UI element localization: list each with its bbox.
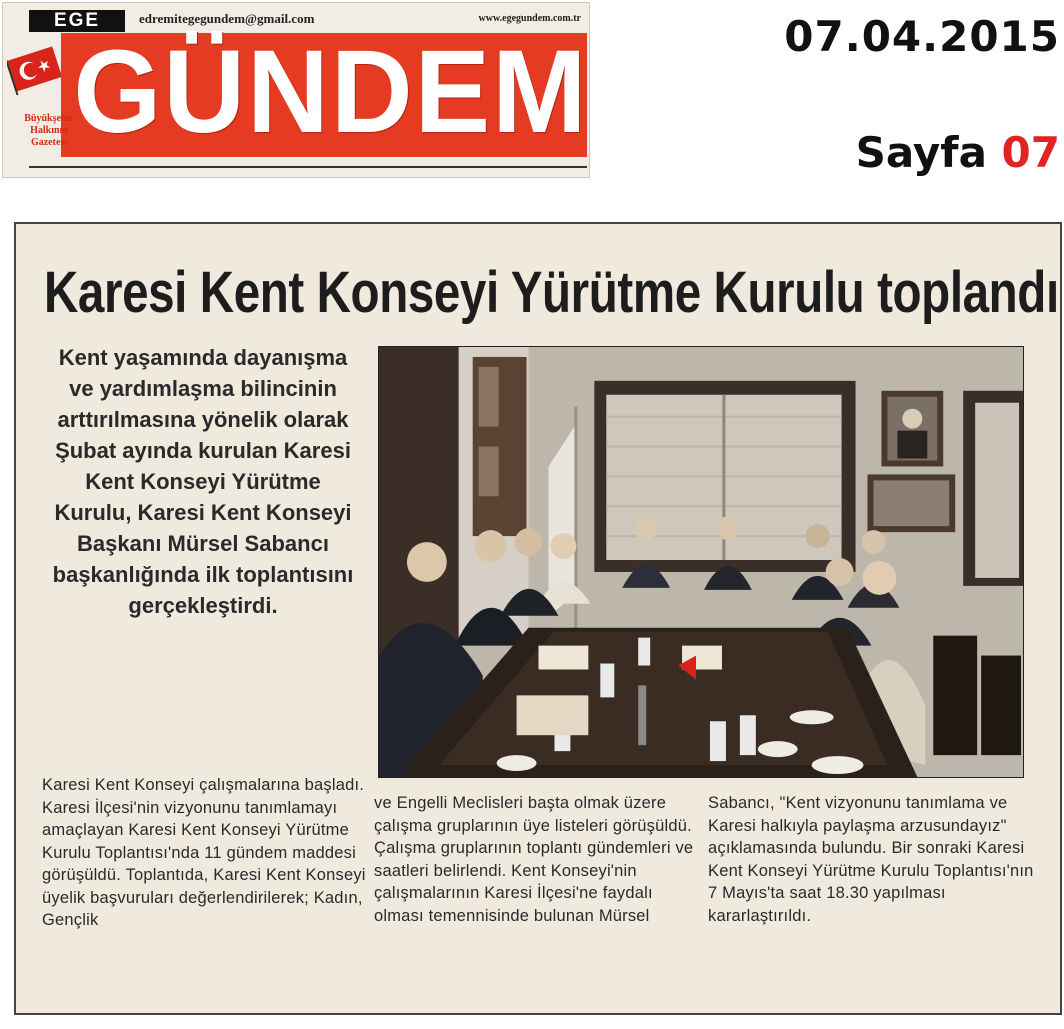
masthead-email: edremitegegundem@gmail.com [139, 11, 315, 26]
news-clipping [14, 222, 1062, 1015]
masthead-website: www.egegundem.com.tr [478, 13, 581, 24]
masthead-title: GÜNDEM [73, 26, 589, 158]
masthead-divider [29, 166, 587, 168]
page-indicator [856, 128, 1060, 177]
article-headline: Karesi Kent Konseyi Yürütme Kurulu toplandı [44, 260, 1059, 325]
page-label: Sayfa [855, 128, 987, 177]
slogan-line: Halkının [30, 125, 68, 136]
publication-date: 07.04.2015 [784, 12, 1060, 61]
masthead-ege-label: EGE [29, 10, 125, 32]
newspaper-masthead [2, 2, 590, 178]
slogan-line: Büyükşehir [24, 113, 74, 124]
article-body-column-3: Sabancı, "Kent vizyonunu tanımlama ve Karesi halkıyla paylaşma arzusundayız" açıklamasında bulundu. Bir sonraki Karesi Kent Konseyi Yürütme Kurulu Toplantısı'nın 7 Mayıs'ta saat 18.30 yapılması kararlaştırıldı. [708, 794, 1034, 925]
slogan-line: Gazetesi [30, 137, 68, 148]
turkish-flag-icon [7, 41, 61, 95]
article-body-column-2: ve Engelli Meclisleri başta olmak üzere çalışma gruplarının üye listeleri görüşüldü. Çalışma gruplarının toplantı gündemleri ve saatleri belirlendi. Kent Konseyi'nin çalışmalarının Karesi İlçesi'ne faydalı olması temennisinde bulunan Mürsel [374, 794, 694, 925]
article-body-column-1: Karesi Kent Konseyi çalışmalarına başladı. Karesi İlçesi'nin vizyonunu tanımlamayı amaçlayan Karesi Kent Konseyi Yürütme Kurulu Toplantısı'nda 11 gündem maddesi görüşüldü. Toplantıda, Karesi Kent Konseyi üyelik başvuruları değerlendirilerek; Kadın, Gençlik [42, 776, 366, 929]
article-lead: Kent yaşamında dayanışma ve yardımlaşma bilincinin arttırılmasına yönelik olarak Şubat ayında kurulan Karesi Kent Konseyi Yürütme Kurulu, Karesi Kent Konseyi Başkanı Mürsel Sabancı başkanlığında ilk toplantısını gerçekleştirdi. [52, 345, 354, 618]
page-number: 07 [1001, 128, 1060, 177]
meeting-photo [378, 346, 1024, 778]
masthead-slogan [9, 113, 89, 149]
